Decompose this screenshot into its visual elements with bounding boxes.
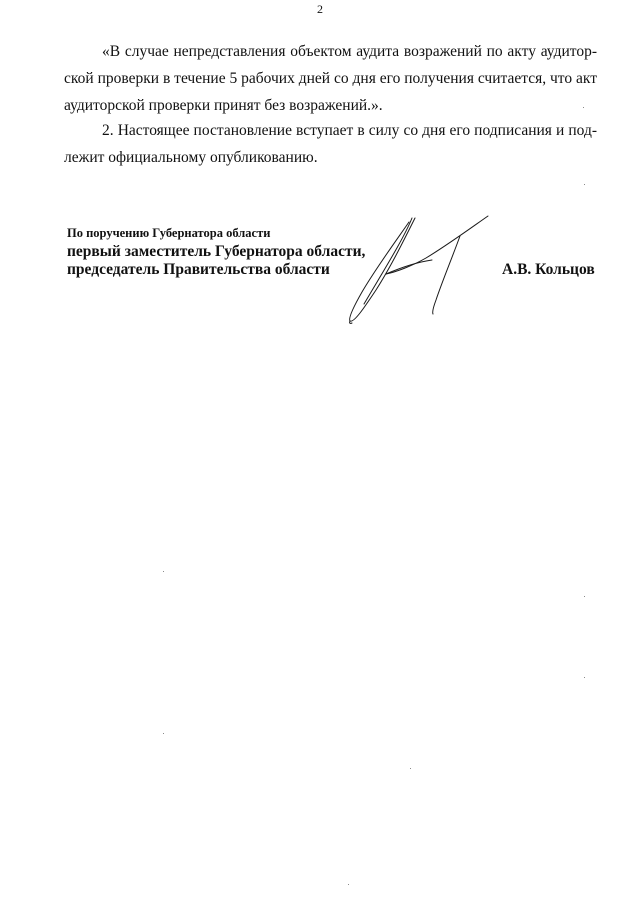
handwritten-signature-icon <box>340 208 500 328</box>
scan-speck <box>583 107 584 108</box>
signer-position-line: первый заместитель Губернатора области, <box>67 243 366 260</box>
paragraph-line: лежит официальному опубликованию. <box>64 149 318 166</box>
paragraph-line: аудиторской проверки принят без возражений.». <box>64 97 383 114</box>
page-number: 2 <box>317 2 323 16</box>
signature-authority-line: По поручению Губернатора области <box>67 226 271 240</box>
scan-speck <box>410 768 411 769</box>
scan-speck <box>163 571 164 572</box>
paragraph-effective-date <box>64 117 597 171</box>
scan-speck <box>584 184 585 185</box>
signer-name: А.В. Кольцов <box>502 261 595 278</box>
scan-speck <box>348 884 349 885</box>
scan-speck <box>584 596 585 597</box>
paragraph-line: ской проверки в течение 5 рабочих дней со дня его получения считается, что акт <box>64 70 597 87</box>
paragraph-line: 2. Настоящее постановление вступает в силу со дня его подписания и под- <box>102 122 597 139</box>
paragraph-amendment <box>64 38 597 119</box>
signer-position-line-2: председатель Правительства области <box>67 261 330 278</box>
scan-speck <box>584 677 585 678</box>
paragraph-line: «В случае непредставления объектом аудита возражений по акту аудитор- <box>102 43 597 60</box>
scan-speck <box>163 733 164 734</box>
